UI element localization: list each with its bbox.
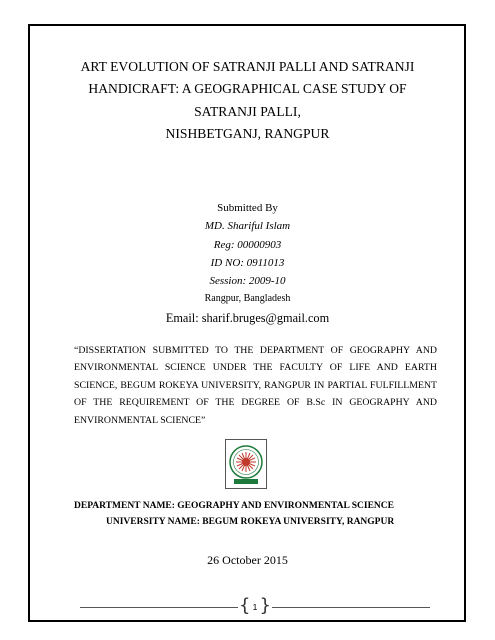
- left-brace-icon: {: [239, 595, 251, 616]
- university-name: UNIVERSITY NAME: BEGUM ROKEYA UNIVERSITY, RANGPUR: [106, 517, 395, 527]
- university-seal-icon: [225, 439, 267, 489]
- session: Session: 2009-10: [209, 275, 286, 288]
- footer-rule-right: [272, 607, 430, 608]
- submission-block: [40, 199, 455, 327]
- email: Email: sharif.bruges@gmail.com: [165, 310, 330, 325]
- registration-number: Reg: 00000903: [213, 238, 282, 251]
- author-name: MD. Shariful Islam: [204, 220, 291, 233]
- submitted-by-label: Submitted By: [217, 202, 278, 214]
- footer-rule-left: [80, 607, 238, 608]
- department-name: DEPARTMENT NAME: GEOGRAPHY AND ENVIRONMENTAL SCIENCE: [74, 501, 394, 511]
- page-number: 1: [252, 602, 258, 612]
- dissertation-statement: “DISSERTATION SUBMITTED TO THE DEPARTMENT OF GEOGRAPHY AND ENVIRONMENTAL SCIENCE UNDER THE FACULTY OF LIFE AND EARTH SCIENCE, BEGUM ROKEYA UNIVERSITY, RANGPUR IN PARTIAL FULFILLMENT OF THE REQUIREMENT OF THE DEGREE OF B.Sc IN GEOGRAPHY AND ENVIRONMENTAL SCIENCE”: [74, 345, 437, 426]
- title-line-3: SATRANJI PALLI,: [194, 103, 301, 119]
- document-title: [40, 56, 455, 146]
- right-brace-icon: }: [259, 595, 271, 616]
- title-line-2: HANDICRAFT: A GEOGRAPHICAL CASE STUDY OF: [88, 81, 407, 97]
- title-line-4: NISHBETGANJ, RANGPUR: [165, 126, 330, 142]
- title-line-1: ART EVOLUTION OF SATRANJI PALLI AND SATRANJI: [80, 59, 415, 74]
- id-number: ID NO: 0911013: [210, 256, 285, 269]
- page-number-box: [239, 595, 271, 617]
- submission-date: 26 October 2015: [207, 553, 288, 567]
- location: Rangpur, Bangladesh: [204, 293, 291, 305]
